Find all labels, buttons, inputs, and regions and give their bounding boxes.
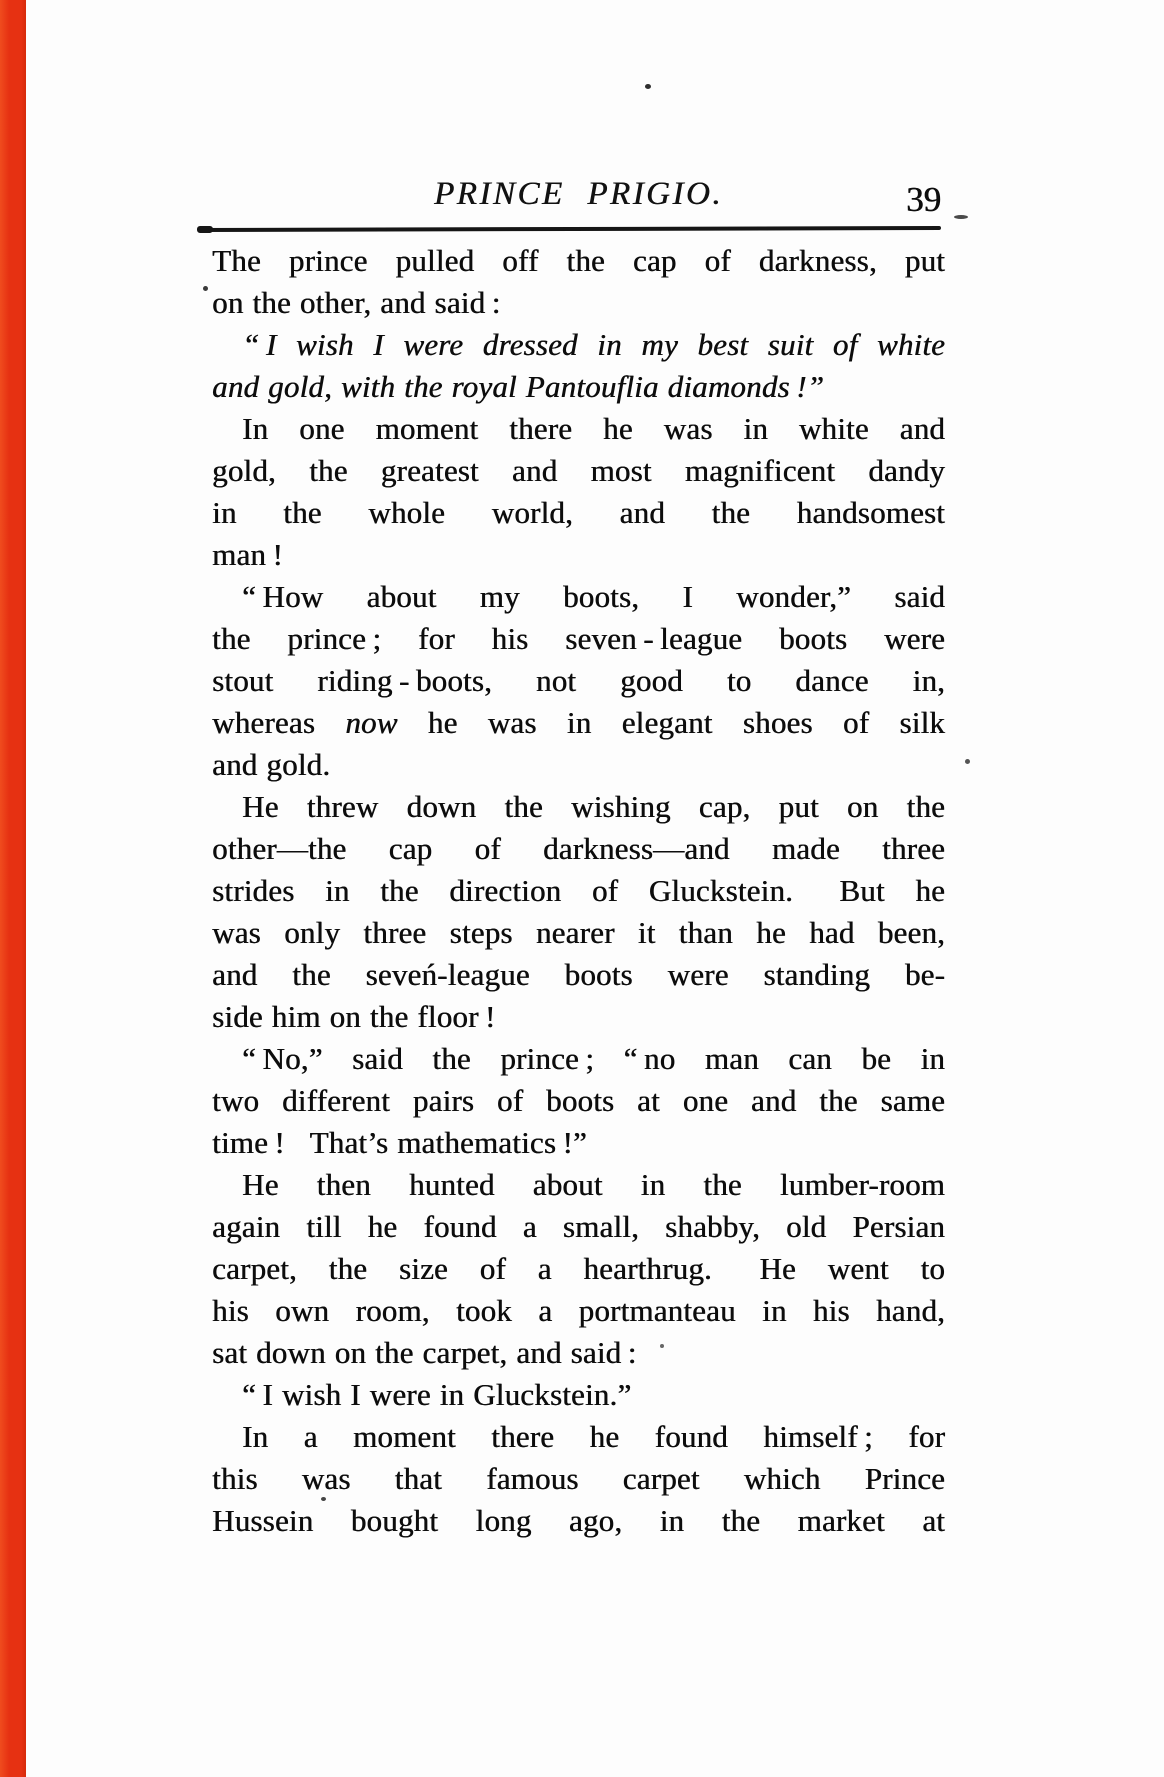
text-line <box>212 576 945 618</box>
text: stout riding - boots, not good to dance in, <box>212 663 945 698</box>
text-line <box>212 660 945 702</box>
text-line <box>212 786 945 828</box>
text: and the seveń-league boots were standing be- <box>212 957 945 992</box>
text: In one moment there he was in white and <box>242 411 945 446</box>
text-line <box>212 618 945 660</box>
ink-speck <box>321 1497 326 1501</box>
text: this was that famous carpet which Prince <box>212 1461 945 1496</box>
text-line <box>212 1206 945 1248</box>
text-line <box>212 534 945 576</box>
text: was only three steps nearer it than he had been, <box>212 915 945 950</box>
text-line <box>212 828 945 870</box>
text: whereas <box>212 705 346 740</box>
text: “ How about my boots, I wonder,” said <box>242 579 945 614</box>
text: side him on the floor ! <box>212 999 496 1034</box>
text: “ No,” said the prince ; “ no man can be in <box>242 1041 945 1076</box>
running-header <box>212 176 945 219</box>
text-line <box>212 912 945 954</box>
text: other—the cap of darkness—and made three <box>212 831 945 866</box>
text-line <box>212 1122 945 1164</box>
page-text <box>212 240 945 1542</box>
text-line <box>212 408 945 450</box>
text: strides in the direction of Gluckstein. But he <box>212 873 945 908</box>
text-line <box>212 1248 945 1290</box>
book-edge-band <box>0 0 26 1777</box>
text: his own room, took a portmanteau in his hand, <box>212 1293 945 1328</box>
text-line <box>212 1500 945 1542</box>
text-line <box>212 1080 945 1122</box>
text: again till he found a small, shabby, old Persian <box>212 1209 945 1244</box>
text: In a moment there he found himself ; for <box>242 1419 945 1454</box>
text-line <box>212 1332 945 1374</box>
text: carpet, the size of a hearthrug. He went to <box>212 1251 945 1286</box>
ink-speck <box>965 759 970 764</box>
text: man ! <box>212 537 283 572</box>
text-line <box>212 240 945 282</box>
text: He threw down the wishing cap, put on the <box>242 789 945 824</box>
text-line <box>212 870 945 912</box>
text-line <box>212 1164 945 1206</box>
italic-text: “ I wish I were dressed in my best suit of white <box>242 327 945 362</box>
text: in the whole world, and the handsomest <box>212 495 945 530</box>
text-line <box>212 954 945 996</box>
page-number: 39 <box>906 180 941 219</box>
text-line <box>212 1290 945 1332</box>
ink-speck <box>645 84 651 89</box>
text: time ! That’s mathematics !” <box>212 1125 587 1160</box>
text: and gold. <box>212 747 331 782</box>
text: Hussein bought long ago, in the market at <box>212 1503 945 1538</box>
ink-speck <box>203 286 208 291</box>
text: two different pairs of boots at one and the same <box>212 1083 945 1118</box>
text-line <box>212 450 945 492</box>
italic-text: and gold, with the royal Pantouflia diamonds !” <box>212 369 825 404</box>
text: on the other, and said : <box>212 285 501 320</box>
text: sat down on the carpet, and said : <box>212 1335 637 1370</box>
text: gold, the greatest and most magnificent dandy <box>212 453 945 488</box>
text-line <box>212 1038 945 1080</box>
text: the prince ; for his seven - league boots were <box>212 621 945 656</box>
text: The prince pulled off the cap of darkness, put <box>212 243 945 278</box>
ink-speck <box>660 1344 664 1348</box>
text-line <box>212 1458 945 1500</box>
text-line <box>212 702 945 744</box>
header-rule <box>199 226 941 232</box>
text: “ I wish I were in Gluckstein.” <box>242 1377 632 1412</box>
text-line <box>212 366 945 408</box>
text-line <box>212 492 945 534</box>
header-title: PRINCE PRIGIO. <box>434 176 723 212</box>
text-line <box>212 744 945 786</box>
text: he was in elegant shoes of silk <box>397 705 945 740</box>
text-line <box>212 1416 945 1458</box>
italic-text: now <box>345 705 398 740</box>
text: He then hunted about in the lumber-room <box>242 1167 945 1202</box>
ink-speck <box>954 215 968 219</box>
text-line <box>212 324 945 366</box>
text-line <box>212 282 945 324</box>
text-line <box>212 996 945 1038</box>
text-line <box>212 1374 945 1416</box>
